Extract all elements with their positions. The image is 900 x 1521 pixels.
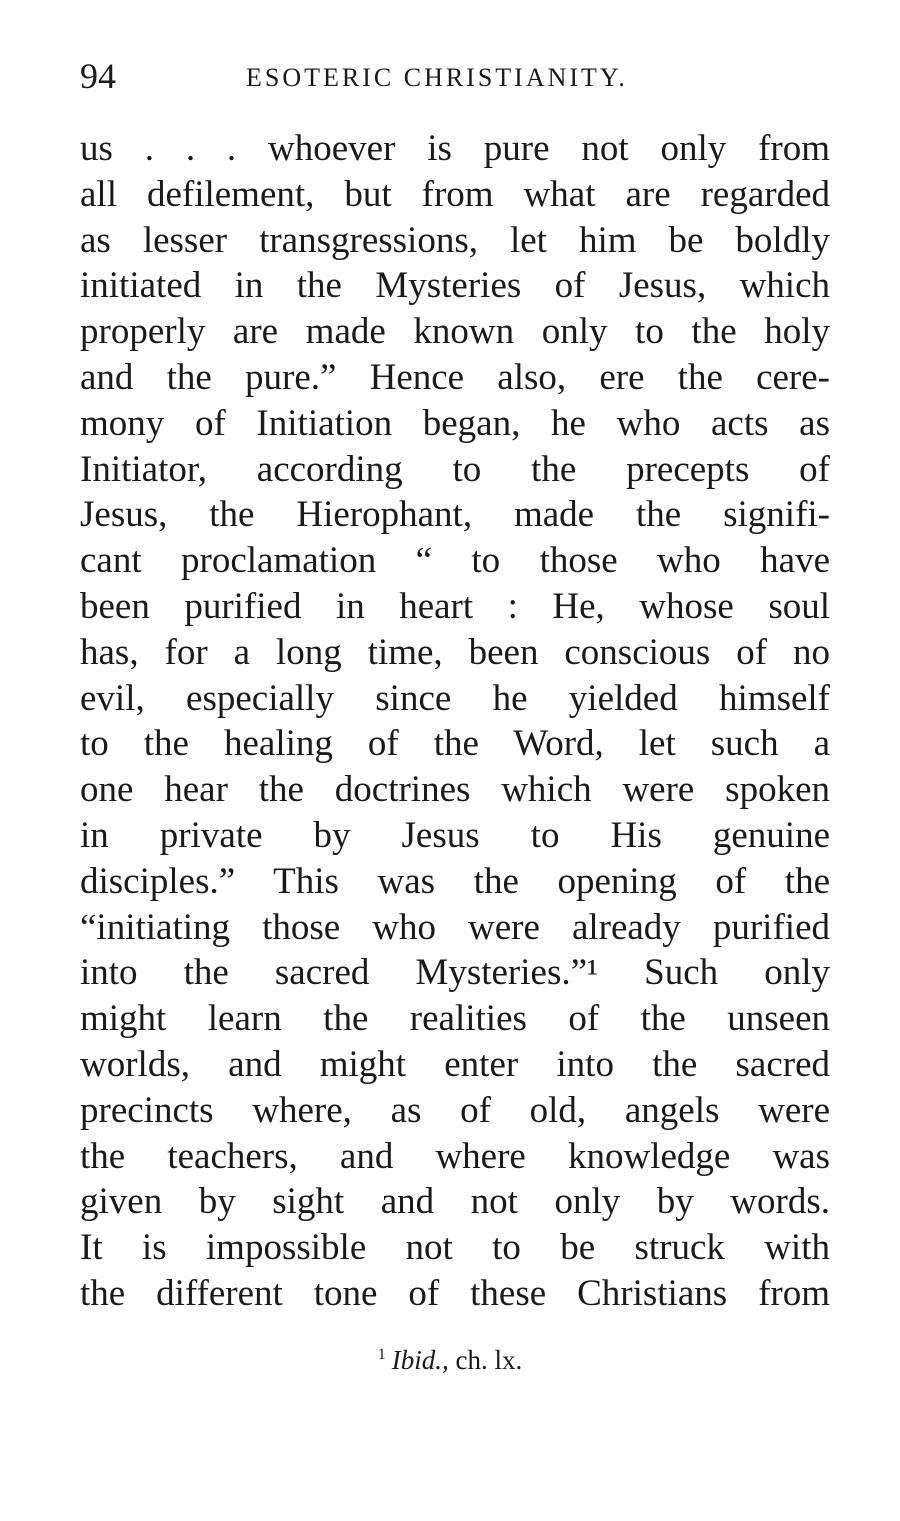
text-line: to the healing of the Word, let such a (80, 723, 830, 765)
text-line: has, for a long time, been conscious of no (80, 631, 830, 673)
text-line: as lesser transgressions, let him be boldly (80, 219, 830, 261)
text-line: in private by Jesus to His genuine (80, 814, 830, 856)
text-line: It is impossible not to be struck with (80, 1227, 830, 1269)
text-line: disciples.” This was the opening of the (80, 860, 830, 902)
text-line: mony of Initiation began, he who acts as (80, 402, 830, 444)
text-line: might learn the realities of the unseen (80, 998, 830, 1040)
text-line: one hear the doctrines which were spoken (80, 769, 830, 811)
text-line: been purified in heart : He, whose soul (80, 585, 830, 627)
text-line: given by sight and not only by words. (80, 1181, 830, 1223)
text-line: “initiating those who were already purified (80, 906, 830, 948)
body-text (80, 126, 830, 1317)
text-line: the different tone of these Christians from (80, 1272, 830, 1314)
text-line: evil, especially since he yielded himself (80, 677, 830, 719)
footnote-reference: ch. lx. (455, 1345, 523, 1375)
text-line: all defilement, but from what are regarded (80, 173, 830, 215)
footnote-ibid: Ibid., (391, 1345, 449, 1375)
text-line: us . . . whoever is pure not only from (80, 128, 830, 169)
footnote (0, 1338, 900, 1377)
page-number: 94 (80, 56, 116, 96)
text-line: and the pure.” Hence also, ere the cere- (80, 356, 830, 398)
text-line: Initiator, according to the precepts of (80, 448, 830, 490)
running-head: ESOTERIC CHRISTIANITY. (246, 63, 628, 92)
page-header (80, 56, 830, 96)
text-line: initiated in the Mysteries of Jesus, which (80, 265, 830, 307)
text-line: the teachers, and where knowledge was (80, 1135, 830, 1177)
text-line: precincts where, as of old, angels were (80, 1089, 830, 1131)
text-line: worlds, and might enter into the sacred (80, 1043, 830, 1085)
text-line: into the sacred Mysteries.”¹ Such only (80, 952, 830, 994)
text-line: cant proclamation “ to those who have (80, 540, 830, 582)
text-line: properly are made known only to the holy (80, 311, 830, 353)
footnote-marker: 1 (377, 1346, 386, 1363)
text-line: Jesus, the Hierophant, made the signifi- (80, 494, 830, 536)
